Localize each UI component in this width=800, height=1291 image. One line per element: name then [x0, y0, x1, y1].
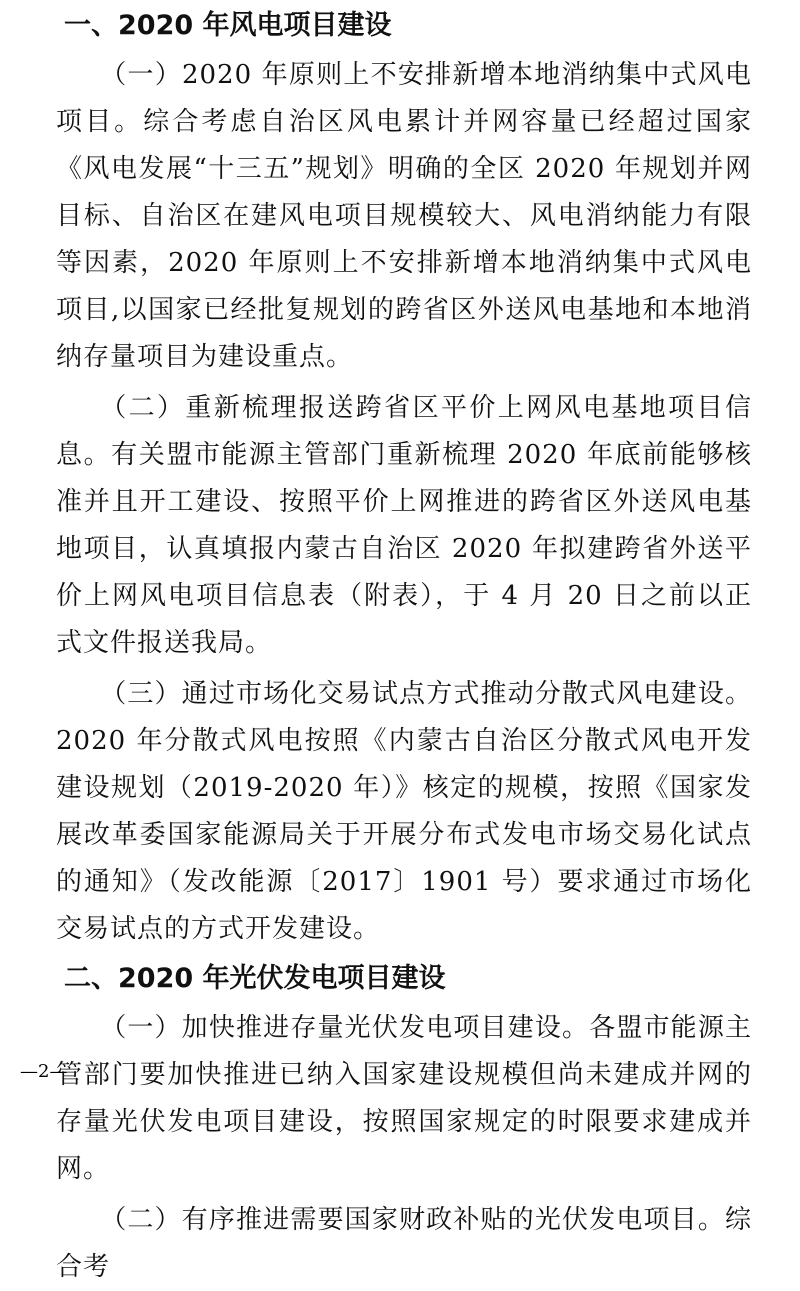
page-number: —2—: [20, 1061, 68, 1082]
paragraph-wind-3: （三）通过市场化交易试点方式推动分散式风电建设。2020 年分散式风电按照《内蒙古自治区分散式风电开发建设规划（2019-2020 年）》核定的规模，按照《国家发展改革委国家能源局关于开展分布式发电市场交易化试点的通知》（发改能源〔2017〕1901 号）要求通过市场化交易试点的方式开发建设。: [56, 679, 752, 944]
heading-wind-power: 一、2020 年风电项目建设: [64, 10, 392, 41]
paragraph-wind-2: （二）重新梳理报送跨省区平价上网风电基地项目信息。有关盟市能源主管部门重新梳理 2020 年底前能够核准并且开工建设、按照平价上网推进的跨省区外送风电基地项目，认真填报内蒙古自治区 2020 年拟建跨省外送平价上网风电项目信息表（附表），于 4 月 20 日之前以正式文件报送我局。: [56, 393, 752, 658]
heading-solar-power: 二、2020 年光伏发电项目建设: [64, 963, 446, 994]
paragraph-solar-1: （一）加快推进存量光伏发电项目建设。各盟市能源主管部门要加快推进已纳入国家建设规模但尚未建成并网的存量光伏发电项目建设，按照国家规定的时限要求建成并网。: [56, 1013, 752, 1184]
paragraph-wind-1: （一）2020 年原则上不安排新增本地消纳集中式风电项目。综合考虑自治区风电累计并网容量已经超过国家《风电发展“十三五”规划》明确的全区 2020 年规划并网目标、自治区在建风电项目规模较大、风电消纳能力有限等因素，2020 年原则上不安排新增本地消纳集中式风电项目,以国家已经批复规划的跨省区外送风电基地和本地消纳存量项目为建设重点。: [56, 60, 752, 372]
paragraph-solar-2: （二）有序推进需要国家财政补贴的光伏发电项目。综合考: [56, 1205, 752, 1282]
